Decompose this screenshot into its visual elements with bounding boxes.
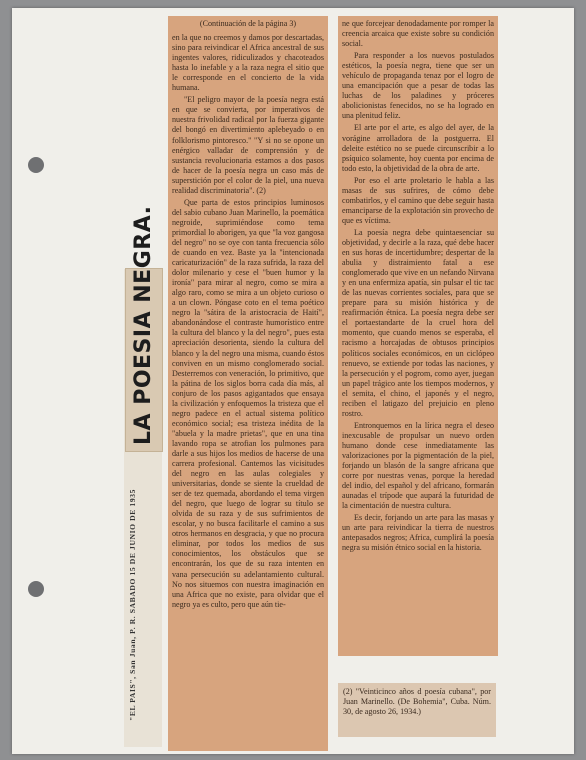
paragraph: Que parta de estos principios luminosos del sabio cubano Juan Marinello, la poemática negroide, suprimiéndose como tema primordial lo aborigen, ya que "la voz gangosa del negro" no se oye con tanta frecuencia sólo de cuando en vez. Baste ya la "intencionada caricaturización" de la raza sufrida, la raza del dolor milenario y cese el "buen humor y la ironía" para mirar al negro, como se mira a algo raro, como se mira a un objeto curioso o a un clown. Póngase coto en el tema poético negro la "sátira de la aristocracia de Haití", abandonándose el contraste humorístico entre la cultura del blanco y la del negro", pues esta apreciación desorienta, siendo la cultura del blanco y la del negro una misma, cuando éstos conviven en un mismo conglomerado social. Desterremos con veneración, lo primitivo, que la pátina de los siglos borra cada día más, al conjuro de los pasos agigantados que ensaya la civilización y enfoquemos la tristeza que el negro padece en el actual sistema político económico social; esa tristeza inédita de la "abuela y la madre prietas", que en una tina lavando ropa se atrofian los pulmones para darle a sus hijos los medios de hacerse de una carrera profesional. Cantemos las vicisitudes del negro en las aulas colegiales y universitarias, donde se siente la crueldad de ser de tez quemada, abordando el tema virgen del negro, que luego de lograr su título se olvida de su raza y de sus sufrimientos de escolar, y no busca facilitarle el camino a sus otros hermanos en desgracia, y que no procura eliminar, por todos los medios de sus conocimientos, los obstáculos que se encontrarán, los que de su raza intenten en vana persecución su adelantamiento cultural. No nos situemos con nuestra imaginación en una Africa que no existe, para olvidar que el negro ya es culto, pero que aún tie- <box>172 197 324 609</box>
paragraph: Es decir, forjando un arte para las masas y un arte para reivindicar la tierra de nuestros antepasados negros; Africa, cumplirá la poesía negra su misión étnico social en la historia. <box>342 513 494 553</box>
paragraph: "El peligro mayor de la poesía negra está en que se convierta, por imperativos de nuestra frivolidad radical por la fuerza gigante del bongó en divertimiento aplebeyado o en folklorismo pintoresco." "Y si no se opone un enérgico valladar de comprensión y de sustancia revolucionaria estamos a dos pasos de hacer de la poesía negra un caso más de superstición por el color de la piel, una nueva realidad discriminatoria". (2) <box>172 95 324 195</box>
binder-hole <box>28 581 44 597</box>
footnote-clipping <box>338 683 496 737</box>
binder-hole <box>28 157 44 173</box>
paragraph: El arte por el arte, es algo del ayer, de la vorágine arrolladora de la postguerra. El deleite estético no se puede circunscribir a lo psíquico solamente, hoy cuenta por encima de todo esto, la objetividad de la obra de arte. <box>342 123 494 173</box>
paragraph: Entronquemos en la lírica negra el deseo inexcusable de propulsar un nuevo orden humano donde cese inmediatamente las valorizaciones por la pigmentación de la piel, forjando un blasón de la sangre africana que corre por nuestras venas, porque la heredad del indio, del español y del africano, formarán aunadas el trípode que aupará la futuridad de la cimentación de nuestra cultura. <box>342 420 494 511</box>
paragraph: Por eso el arte proletario le habla a las masas de sus sufrires, de cómo debe combatirlos, y el camino que debe seguir hasta emanciparse de la explotación sin provecho de que es víctima. <box>342 175 494 225</box>
continuation-note: (Continuación de la página 3) <box>199 19 297 28</box>
paragraph: en la que no creemos y damos por descartadas, sino para reivindicar el Africa ancestral de sus ingentes valores, ridiculizados y chacoteados hasta lo inefable y a la raza negra el sitio que le corresponde en el concierto de la vida humana. <box>172 33 324 93</box>
paragraph: La poesía negra debe quintaesenciar su objetividad, y decirle a la raza, qué debe hacer en sus horas de incertidumbre; despertar de la abulia y distraimiento fatal a ese conglomerado que vive en un nefando Nirvana y en una enfermiza apatía, sin pulsar el tic tac de las nuevas corrientes sociales, para que se prepare para su misión histórica y de reafirmación étnica. La poesía negra debe ser el portaestandarte de la cruel hora del momento, que cuando menos se esperaba, el racismo a horcajadas de obtusos principios políticos sociales económicos, en un ciclópeo renuevo, se extiende por todas las naciones, y la persecución y el pogrom, como ayer, juegan un papel trágico ante los tiempos modernos, y el semita, el chino, el japonés y el negro, reciben el latigazo del prejuicio en pleno rostro. <box>342 227 494 418</box>
paragraph: Para responder a los nuevos postulados estéticos, la poesía negra, tiene que ser un vehículo de propaganda tenaz por el logro de una emancipación que a pesar de todas las luchas de los paladines y próceres abolicionistas fenecidos, no se ha logrado en una plenitud feliz. <box>342 51 494 121</box>
article-column-1 <box>168 16 328 751</box>
footnote: (2) "Veinticinco años d poesía cubana", por Juan Marinello. (De Bohemia", Cuba. Núm. 30, de agosto 26, 1934.) <box>343 687 491 716</box>
headline: LA POESIA NEGRA. <box>131 205 156 445</box>
headline-clipping <box>125 205 163 452</box>
paragraph: ne que forcejear denodadamente por romper la creencia arcaica que existe sobre su condición social. <box>342 19 494 49</box>
article-column-2 <box>338 16 498 656</box>
dateline: "EL PAIS", San Juan, P. R. SABADO 15 DE JUNIO DE 1935 <box>128 488 137 721</box>
